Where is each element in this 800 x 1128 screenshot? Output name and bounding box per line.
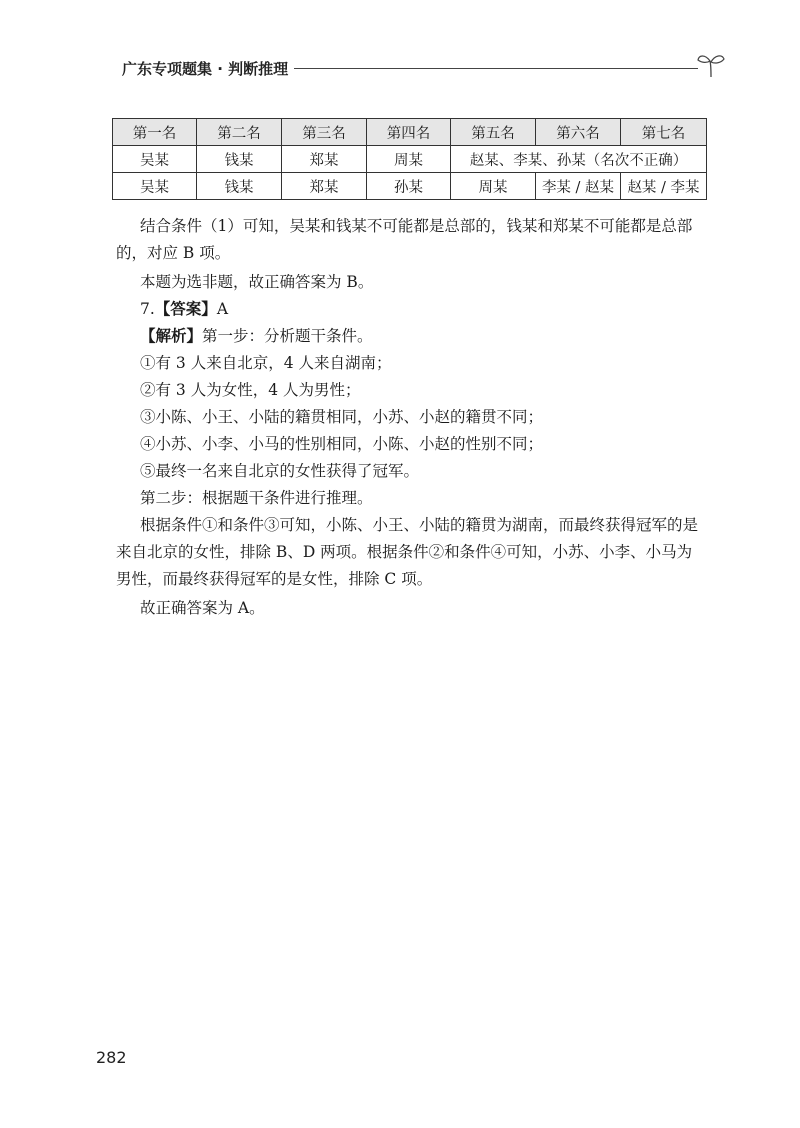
table-cell: 钱某	[197, 173, 282, 200]
analysis-line	[116, 323, 704, 350]
table-header-row	[113, 119, 707, 146]
paragraph-conclusion-b: 结合条件（1）可知，吴某和钱某不可能都是总部的，钱某和郑某不可能都是总部的，对应 B 项。	[116, 217, 693, 262]
sprout-icon	[696, 52, 726, 78]
table-row	[113, 146, 707, 173]
header-rule	[294, 68, 698, 69]
condition-5: ⑤最终一名来自北京的女性获得了冠军。	[140, 462, 420, 480]
table-header-cell: 第二名	[197, 119, 282, 146]
answer-label: 【答案】	[154, 300, 217, 318]
table-cell: 钱某	[197, 146, 282, 173]
explanation-body	[116, 213, 704, 622]
table-header-cell: 第一名	[113, 119, 197, 146]
table-header-cell: 第六名	[536, 119, 621, 146]
condition-2: ②有 3 人为女性，4 人为男性；	[140, 381, 361, 399]
question-number: 7.	[140, 300, 155, 318]
table-header-cell: 第三名	[282, 119, 367, 146]
analysis-step1: 第一步：分析题干条件。	[202, 327, 373, 345]
table-cell: 郑某	[282, 146, 367, 173]
table-cell: 周某	[367, 146, 451, 173]
table-cell: 李某 / 赵某	[536, 173, 621, 200]
answer-value: A	[216, 300, 229, 318]
table-cell: 吴某	[113, 173, 197, 200]
table-cell: 孙某	[367, 173, 451, 200]
answer-line	[116, 296, 704, 323]
reasoning-paragraph: 根据条件①和条件③可知，小陈、小王、小陆的籍贯为湖南，而最终获得冠军的是来自北京的女性，排除 B、D 两项。根据条件②和条件④可知，小苏、小李、小马为男性，而最终获得冠军的是女性，排除 C 项。	[116, 516, 699, 588]
condition-4: ④小苏、小李、小马的性别相同，小陈、小赵的性别不同；	[140, 435, 544, 453]
condition-1: ①有 3 人来自北京，4 人来自湖南；	[140, 354, 392, 372]
page-number: 282	[96, 1048, 127, 1067]
table-cell: 吴某	[113, 146, 197, 173]
final-answer: 故正确答案为 A。	[140, 599, 265, 617]
table-header-cell: 第四名	[367, 119, 451, 146]
table-cell: 赵某 / 李某	[621, 173, 707, 200]
page-header	[122, 52, 722, 82]
step-2: 第二步：根据题干条件进行推理。	[140, 489, 373, 507]
table-cell: 周某	[451, 173, 536, 200]
paragraph-answer-b: 本题为选非题，故正确答案为 B。	[140, 273, 374, 291]
table-cell: 郑某	[282, 173, 367, 200]
table-header-cell: 第七名	[621, 119, 707, 146]
table-row	[113, 173, 707, 200]
ranking-table	[112, 118, 707, 200]
header-title: 广东专项题集 · 判断推理	[122, 60, 289, 78]
table-cell-merged: 赵某、李某、孙某（名次不正确）	[451, 146, 707, 173]
table-header-cell: 第五名	[451, 119, 536, 146]
condition-3: ③小陈、小王、小陆的籍贯相同，小苏、小赵的籍贯不同；	[140, 408, 544, 426]
analysis-label: 【解析】	[140, 327, 203, 345]
